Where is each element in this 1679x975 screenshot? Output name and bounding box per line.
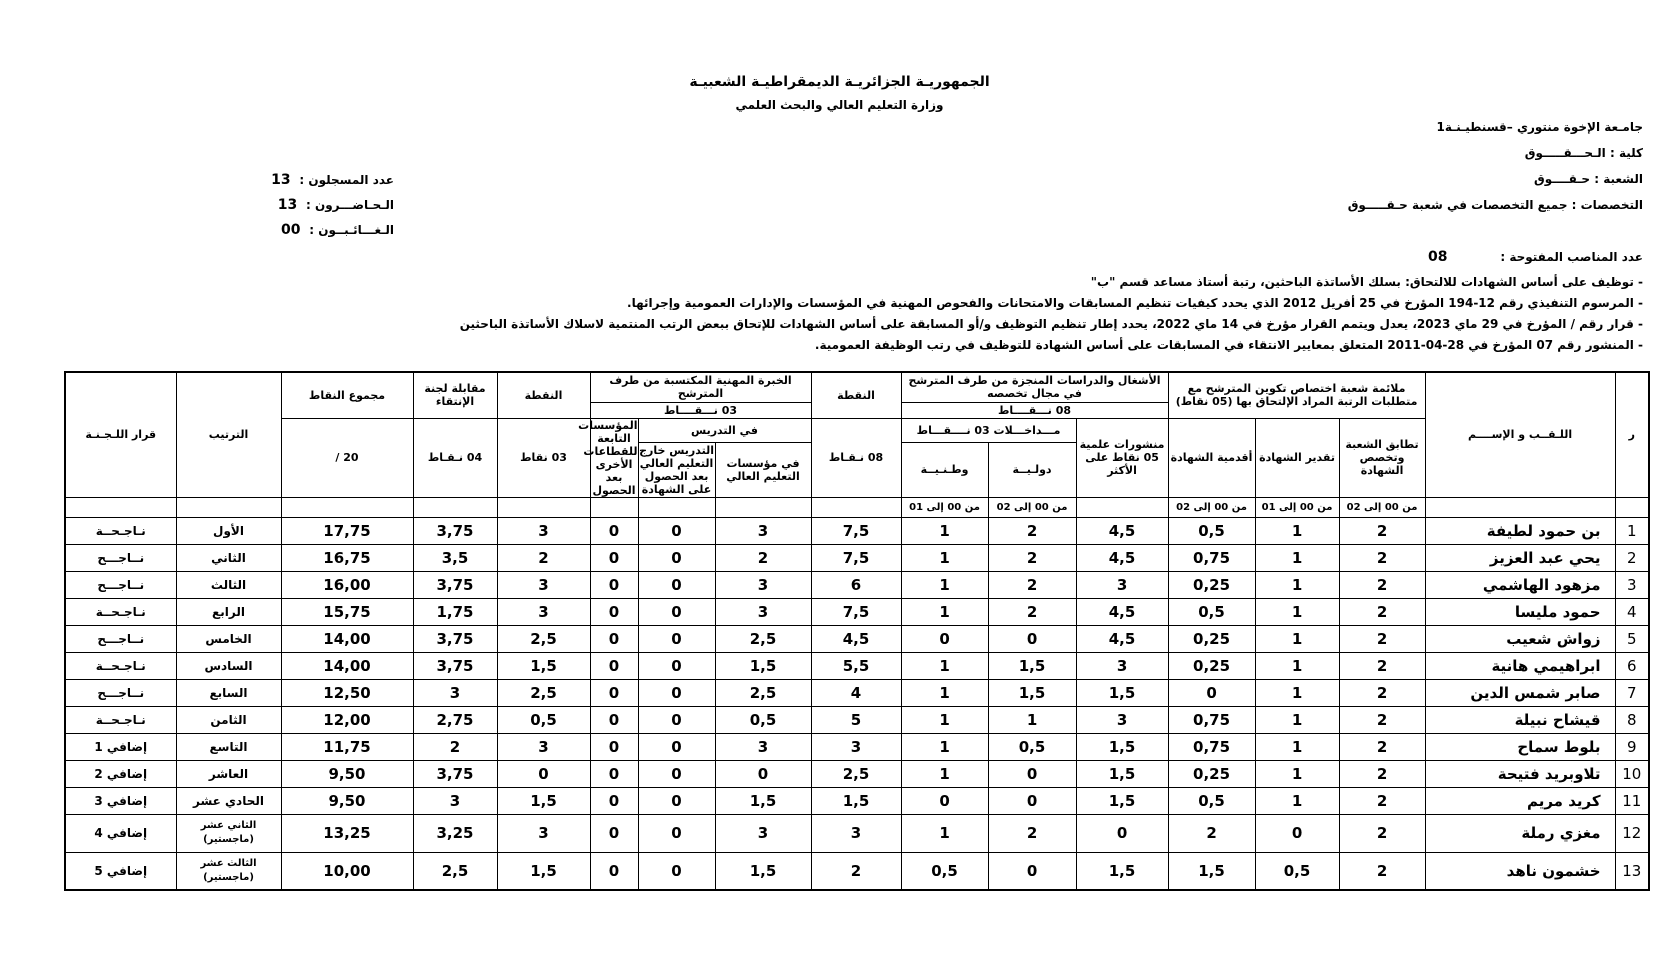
international-score: 0 [988,760,1076,787]
match-score: 2 [1339,814,1425,852]
row-number: 9 [1615,733,1649,760]
match-header: تطابق الشعبة وتخصص الشهادة [1339,418,1425,497]
teaching-outside-score: 0 [638,733,715,760]
candidate-name: صابر شمس الدين [1425,679,1615,706]
teaching-institutions-score: 3 [715,517,811,544]
row-number: 3 [1615,571,1649,598]
national-score: 0,5 [901,852,988,890]
registered-value: 13 [271,172,291,188]
publications-score: 3 [1076,652,1168,679]
grade-score: 0 [1255,814,1339,852]
results-table [64,371,1650,891]
teaching-outside-score: 0 [638,652,715,679]
international-score: 0 [988,625,1076,652]
total-score: 11,75 [281,733,413,760]
teaching-institutions-score: 3 [715,733,811,760]
experience-total: 3 [497,814,590,852]
note-line: - توظيف على أساس الشهادات للالتحاق: بسلك الأساتذة الباحثين، رتبة أستاذ مساعد قسم "ب" [1090,275,1643,289]
table-row [65,517,1649,544]
rank-text: الثالث عشر (ماجستير) [176,852,281,890]
total-score: 17,75 [281,517,413,544]
grade-score: 0,5 [1255,852,1339,890]
other-sectors-score: 0 [590,625,638,652]
international-score: 0 [988,852,1076,890]
teaching-outside-score: 0 [638,760,715,787]
col-sum1-header: النقطة [811,372,901,418]
national-score: 0 [901,787,988,814]
candidate-name: ابراهيمي هانية [1425,652,1615,679]
international-score: 1 [988,706,1076,733]
branch-name: الشعبة : حـقــــوق [1534,172,1643,186]
candidate-name: مزهود الهاشمي [1425,571,1615,598]
committee-decision: إضافي 4 [65,814,176,852]
interview-score: 3,75 [413,760,497,787]
works-total: 2,5 [811,760,901,787]
works-total: 2 [811,852,901,890]
publications-score: 1,5 [1076,733,1168,760]
teaching-outside-score: 0 [638,679,715,706]
national-score: 1 [901,571,988,598]
committee-decision: نــاجـــح [65,544,176,571]
rank-text: الثامن [176,706,281,733]
match-score: 2 [1339,517,1425,544]
other-sectors-score: 0 [590,544,638,571]
teaching-institutions-score: 0,5 [715,706,811,733]
match-score: 2 [1339,625,1425,652]
table-row [65,733,1649,760]
specialties-text: التخصصات : جميع التخصصات في شعبة حـقـــــوق [1347,198,1643,212]
other-sectors-score: 0 [590,787,638,814]
table-row [65,760,1649,787]
rank-text: العاشر [176,760,281,787]
grade-score: 1 [1255,571,1339,598]
match-score: 2 [1339,706,1425,733]
experience-total: 0,5 [497,706,590,733]
grade-score: 1 [1255,598,1339,625]
interview-score: 2,5 [413,852,497,890]
registered-line [271,172,394,188]
candidate-name: تلاوبريد فتيحة [1425,760,1615,787]
other-sectors-score: 0 [590,571,638,598]
grade-score: 1 [1255,544,1339,571]
interview-score: 3,75 [413,652,497,679]
candidate-name: زواش شعيب [1425,625,1615,652]
other-sectors-score: 0 [590,679,638,706]
seniority-score: 0,25 [1168,571,1255,598]
seniority-score: 0,75 [1168,544,1255,571]
national-score: 1 [901,760,988,787]
candidate-name: حمود مليسا [1425,598,1615,625]
committee-decision: إضافي 2 [65,760,176,787]
committee-decision: نـاجـحــة [65,517,176,544]
candidate-name: بن حمود لطيفة [1425,517,1615,544]
total-score: 14,00 [281,625,413,652]
note-line: - قرار رقم / المؤرخ في 29 ماي 2023، يعدل ويتمم القرار مؤرخ في 14 ماي 2022، يحدد إطار تنظيم التوظيف و/أو المسابقة على أساس الشهادات للإتحاق ببعض الرتب المنتمية لاسلاك الأساتذة الباحثين [459,317,1643,331]
other-sectors-score: 0 [590,733,638,760]
total-score: 9,50 [281,760,413,787]
publications-score: 1,5 [1076,787,1168,814]
teaching-outside-score: 0 [638,544,715,571]
grade-header: تقدير الشهادة [1255,418,1339,497]
total-score: 14,00 [281,652,413,679]
match-score: 2 [1339,852,1425,890]
total-score: 12,50 [281,679,413,706]
seniority-score: 0,5 [1168,598,1255,625]
international-score: 1,5 [988,652,1076,679]
committee-decision: نـاجـحــة [65,706,176,733]
seniority-score: 0 [1168,679,1255,706]
national-score: 1 [901,544,988,571]
seniority-score: 1,5 [1168,852,1255,890]
other-sectors-score: 0 [590,760,638,787]
publications-score: 3 [1076,571,1168,598]
works-total: 4,5 [811,625,901,652]
national-score: 1 [901,733,988,760]
absent-line [281,222,394,238]
other-sectors-score: 0 [590,517,638,544]
range-label: من 00 إلى 01 [1255,497,1339,517]
table-row [65,706,1649,733]
interventions-header: مـــداخـــلات 03 نــــقـــاط [901,418,1076,443]
teaching-institutions-score: 1,5 [715,852,811,890]
publications-score: 4,5 [1076,544,1168,571]
interview-score: 2 [413,733,497,760]
national-score: 1 [901,598,988,625]
candidate-name: مغزي رملة [1425,814,1615,852]
teaching-outside-score: 0 [638,852,715,890]
international-score: 2 [988,544,1076,571]
grade-score: 1 [1255,679,1339,706]
in-institutions-header: في مؤسسات التعليم العالي [715,443,811,497]
grade-score: 1 [1255,760,1339,787]
teaching-outside-score: 0 [638,787,715,814]
committee-decision: نـاجـحــة [65,652,176,679]
committee-decision: نــاجـــح [65,625,176,652]
works-points: 08 نـــقــــاط [901,402,1168,418]
committee-decision: إضافي 3 [65,787,176,814]
interview-score: 3 [413,787,497,814]
national-score: 1 [901,652,988,679]
present-line [278,197,394,213]
total-score: 16,00 [281,571,413,598]
publications-score: 4,5 [1076,598,1168,625]
table-row [65,544,1649,571]
rank-text: الثاني عشر (ماجستير) [176,814,281,852]
interview-score: 3,5 [413,544,497,571]
seniority-score: 0,25 [1168,625,1255,652]
seniority-score: 0,75 [1168,733,1255,760]
col-num-header: ر [1615,372,1649,497]
international-score: 0 [988,787,1076,814]
row-number: 7 [1615,679,1649,706]
total-score: 12,00 [281,706,413,733]
works-total: 3 [811,733,901,760]
other-sectors-score: 0 [590,852,638,890]
teaching-outside-score: 0 [638,598,715,625]
teaching-header: في التدريس [638,418,811,443]
teaching-institutions-score: 1,5 [715,787,811,814]
works-total: 7,5 [811,517,901,544]
col-interview-header: مقابلة لجنة الإنتقاء [413,372,497,418]
grade-score: 1 [1255,517,1339,544]
match-score: 2 [1339,571,1425,598]
candidate-name: يحي عبد العزيز [1425,544,1615,571]
col-experience-header: الخبرة المهنية المكتسبة من طرف المترشح [590,372,811,402]
row-number: 4 [1615,598,1649,625]
table-row [65,625,1649,652]
seniority-score: 0,25 [1168,760,1255,787]
legal-notes [460,272,1643,356]
experience-total: 2,5 [497,625,590,652]
rank-text: السابع [176,679,281,706]
committee-decision: نـاجـحــة [65,598,176,625]
teaching-institutions-score: 3 [715,598,811,625]
sum2-points: 03 نقاط [497,418,590,497]
interview-score: 3,75 [413,571,497,598]
ministry-title: وزارة التعليم العالي والبحث العلمي [735,98,944,112]
table-row [65,598,1649,625]
seniority-header: أقدمية الشهادة [1168,418,1255,497]
national-score: 1 [901,706,988,733]
seniority-score: 0,5 [1168,787,1255,814]
publications-score: 4,5 [1076,625,1168,652]
teaching-outside-score: 0 [638,625,715,652]
experience-total: 1,5 [497,852,590,890]
range-label: من 00 إلى 02 [1339,497,1425,517]
teaching-outside-score: 0 [638,571,715,598]
seniority-score: 0,25 [1168,652,1255,679]
grade-score: 1 [1255,787,1339,814]
rank-text: الرابع [176,598,281,625]
col-name-header: اللـقــب و الإســــم [1425,372,1615,497]
publications-score: 0 [1076,814,1168,852]
interview-points: 04 نـقـاط [413,418,497,497]
publications-header: منشورات علمية 05 نقاط على الأكثر [1076,418,1168,497]
rank-text: الأول [176,517,281,544]
rank-text: الخامس [176,625,281,652]
positions-line [1428,249,1643,265]
other-sectors-score: 0 [590,706,638,733]
experience-total: 3 [497,571,590,598]
other-sectors-header: المؤسسات التابعة للقطاعات الأخرى بعد الحصول [578,418,638,497]
international-score: 1,5 [988,679,1076,706]
candidate-name: خشمون ناهد [1425,852,1615,890]
seniority-score: 0,5 [1168,517,1255,544]
interview-score: 2,75 [413,706,497,733]
publications-score: 4,5 [1076,517,1168,544]
match-score: 2 [1339,679,1425,706]
row-number: 8 [1615,706,1649,733]
experience-total: 0 [497,760,590,787]
match-score: 2 [1339,787,1425,814]
international-score: 2 [988,598,1076,625]
works-total: 7,5 [811,598,901,625]
row-number: 11 [1615,787,1649,814]
committee-decision: إضافي 5 [65,852,176,890]
col-decision-header: قرار اللـجـنـة [65,372,176,497]
international-score: 2 [988,571,1076,598]
teaching-outside-score: 0 [638,706,715,733]
other-sectors-score: 0 [590,598,638,625]
publications-score: 3 [1076,706,1168,733]
national-score: 0 [901,625,988,652]
interview-score: 3,25 [413,814,497,852]
works-total: 3 [811,814,901,852]
national-score: 1 [901,814,988,852]
experience-total: 2 [497,544,590,571]
works-total: 6 [811,571,901,598]
teaching-institutions-score: 2,5 [715,625,811,652]
candidate-name: بلوط سماح [1425,733,1615,760]
faculty-name: كلية : الـحـــقـــــوق [1524,146,1643,160]
rank-text: السادس [176,652,281,679]
total-score: 15,75 [281,598,413,625]
publications-score: 1,5 [1076,852,1168,890]
interview-score: 3 [413,679,497,706]
national-header: وطـنـيــة [901,443,988,497]
teaching-institutions-score: 3 [715,814,811,852]
other-sectors-score: 0 [590,814,638,852]
note-line: - المنشور رقم 07 المؤرخ في 28-04-2011 المتعلق بمعايير الانتقاء في المسابقات على أساس الشهادة للتوظيف في رتب الوظيفة العمومية. [814,338,1643,352]
col-rank-header: الترتيب [176,372,281,497]
grade-score: 1 [1255,652,1339,679]
works-total: 4 [811,679,901,706]
total-score: 10,00 [281,852,413,890]
experience-total: 3 [497,733,590,760]
experience-total: 3 [497,598,590,625]
republic-title: الجمهوريـة الجزائريـة الديمقراطيـة الشعبيـة [689,74,990,90]
teaching-outside-score: 0 [638,814,715,852]
col-suitability-header: ملائمة شعبة اختصاص تكوين المترشح مع متطلبات الرتبة المراد الإلتحاق بها (05 نقاط) [1168,372,1425,418]
experience-total: 1,5 [497,787,590,814]
col-works-header: الأشغال والدراسات المنجزة من طرف المترشح في مجال تخصصه [901,372,1168,402]
national-score: 1 [901,517,988,544]
positions-label: عدد المناصب المفتوحة : [1500,250,1643,264]
teaching-institutions-score: 2,5 [715,679,811,706]
committee-decision: نــاجـــح [65,679,176,706]
experience-total: 3 [497,517,590,544]
col-sum2-header: النقطة [497,372,590,418]
interview-score: 3,75 [413,625,497,652]
interview-score: 3,75 [413,517,497,544]
rank-text: الحادي عشر [176,787,281,814]
sum1-points: 08 نـقـاط [811,418,901,497]
row-number: 6 [1615,652,1649,679]
university-name: جامـعة الإخوة منتوري –قسنطيـنـة1 [1436,120,1643,134]
outside-header: التدريس خارج التعليم العالي بعد الحصول على الشهادة [639,443,714,496]
works-total: 1,5 [811,787,901,814]
teaching-institutions-score: 0 [715,760,811,787]
international-score: 2 [988,517,1076,544]
registered-label: عدد المسجلون : [299,173,394,187]
teaching-institutions-score: 3 [715,571,811,598]
present-value: 13 [277,197,298,213]
note-line: - المرسوم التنفيذي رقم 12-194 المؤرخ في 25 أفريل 2012 الذي يحدد كيفيات تنظيم المسابقات والامتحانات والفحوص المهنية في المؤسسات والإدارات العمومية وإجرائها. [627,296,1643,310]
works-total: 7,5 [811,544,901,571]
match-score: 2 [1339,652,1425,679]
grade-score: 1 [1255,733,1339,760]
row-number: 2 [1615,544,1649,571]
range-label: من 00 إلى 01 [901,497,988,517]
seniority-score: 0,75 [1168,706,1255,733]
publications-score: 1,5 [1076,760,1168,787]
teaching-outside-score: 0 [638,517,715,544]
table-row [65,679,1649,706]
works-total: 5,5 [811,652,901,679]
grade-score: 1 [1255,625,1339,652]
match-score: 2 [1339,544,1425,571]
other-sectors-score: 0 [590,652,638,679]
match-score: 2 [1339,760,1425,787]
absent-label: الـغـــائـبــون : [309,223,394,237]
seniority-score: 2 [1168,814,1255,852]
national-score: 1 [901,679,988,706]
rank-text: الثالث [176,571,281,598]
teaching-institutions-score: 1,5 [715,652,811,679]
table-row [65,787,1649,814]
table-row [65,852,1649,890]
range-label: من 00 إلى 02 [1168,497,1255,517]
range-label: من 00 إلى 02 [988,497,1076,517]
committee-decision: نــاجـــح [65,571,176,598]
positions-value: 08 [1427,249,1448,265]
international-score: 2 [988,814,1076,852]
absent-value: 00 [281,222,301,238]
interview-score: 1,75 [413,598,497,625]
total-score: 16,75 [281,544,413,571]
row-number: 12 [1615,814,1649,852]
row-number: 10 [1615,760,1649,787]
experience-total: 2,5 [497,679,590,706]
international-score: 0,5 [988,733,1076,760]
total-score: 9,50 [281,787,413,814]
committee-decision: إضافي 1 [65,733,176,760]
col-total-header: مجموع النقاط [281,372,413,418]
table-row [65,652,1649,679]
teaching-institutions-score: 2 [715,544,811,571]
present-label: الـحـاضـــرون : [305,198,394,212]
grade-score: 1 [1255,706,1339,733]
candidate-name: قيشاح نبيلة [1425,706,1615,733]
rank-text: التاسع [176,733,281,760]
row-number: 1 [1615,517,1649,544]
table-row [65,814,1649,852]
total-score: 13,25 [281,814,413,852]
works-total: 5 [811,706,901,733]
experience-total: 1,5 [497,652,590,679]
experience-points: 03 نـــقــــاط [590,402,811,418]
international-header: دولـيــة [988,443,1076,497]
match-score: 2 [1339,598,1425,625]
rank-text: الثاني [176,544,281,571]
row-number: 5 [1615,625,1649,652]
match-score: 2 [1339,733,1425,760]
total-points: 20 / [281,418,413,497]
table-row [65,571,1649,598]
publications-score: 1,5 [1076,679,1168,706]
candidate-name: كريد مريم [1425,787,1615,814]
row-number: 13 [1615,852,1649,890]
